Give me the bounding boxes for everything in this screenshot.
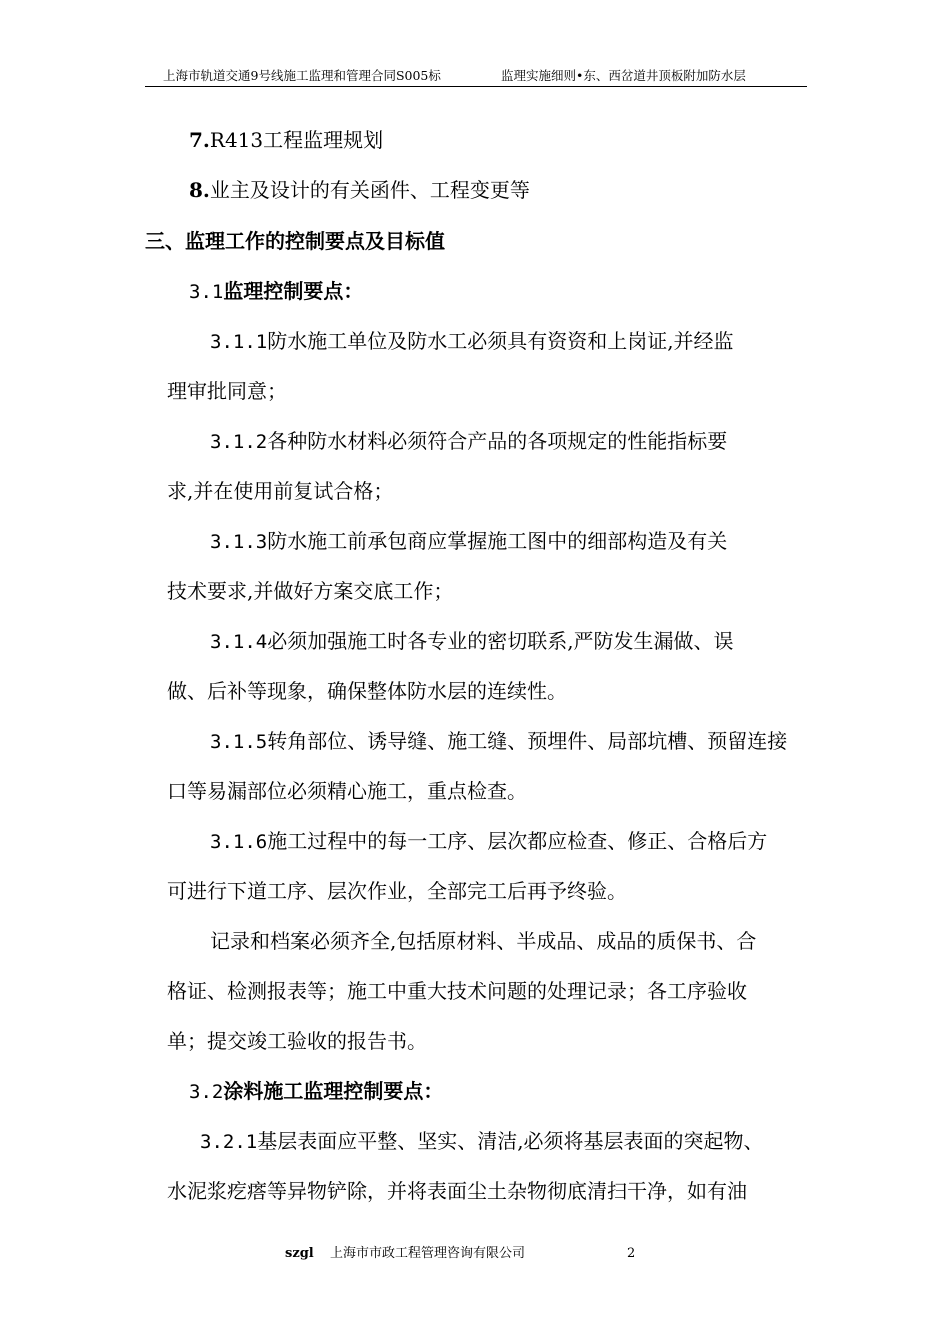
point-3-1-5-line1	[210, 728, 787, 755]
point-3-1-2-line1	[210, 428, 727, 455]
point-3-1-5-line2: 口等易漏部位必须精心施工，重点检查。	[167, 779, 527, 803]
subsection-heading-3-1	[189, 278, 363, 305]
subsection-number: 3.2	[189, 1081, 224, 1103]
point-3-1-3-line1	[210, 528, 727, 555]
point-number: 3.1.1	[210, 331, 268, 353]
subsection-number: 3.1	[189, 281, 224, 303]
subsection-title: 监理控制要点：	[223, 279, 364, 303]
header-left-text: 上海市轨道交通9号线施工监理和管理合同S005标	[163, 68, 441, 83]
point-text: 防水施工单位及防水工必须具有资资和上岗证,并经监	[267, 329, 734, 353]
list-item-text: R413工程监理规划	[209, 128, 384, 152]
footer-logo: szgl	[285, 1246, 314, 1261]
point-3-1-2-line2: 求,并在使用前复试合格；	[167, 479, 394, 503]
list-item-number: 7.	[189, 128, 210, 152]
point-3-1-6-line1	[210, 828, 767, 855]
point-text: 基层表面应平整、坚实、清洁,必须将基层表面的突起物、	[257, 1129, 764, 1153]
records-paragraph-line1: 记录和档案必须齐全,包括原材料、半成品、成品的质保书、合	[210, 929, 757, 953]
point-number: 3.1.4	[210, 631, 268, 653]
point-text: 必须加强施工时各专业的密切联系,严防发生漏做、误	[267, 629, 734, 653]
point-text: 各种防水材料必须符合产品的各项规定的性能指标要	[267, 429, 728, 453]
list-item-text: 业主及设计的有关函件、工程变更等	[209, 178, 530, 202]
records-paragraph-line2: 格证、检测报表等；施工中重大技术问题的处理记录；各工序验收	[167, 979, 747, 1003]
point-3-1-1-line2: 理审批同意；	[167, 379, 287, 403]
point-3-1-4-line2: 做、后补等现象，确保整体防水层的连续性。	[167, 679, 567, 703]
list-item-number: 8.	[189, 178, 210, 202]
point-3-1-6-line2: 可进行下道工序、层次作业，全部完工后再予终验。	[167, 879, 627, 903]
point-number: 3.1.2	[210, 431, 268, 453]
point-3-1-4-line1	[210, 628, 734, 655]
point-3-2-1-line1	[200, 1128, 764, 1155]
point-3-1-3-line2: 技术要求,并做好方案交底工作；	[167, 579, 454, 603]
point-number: 3.1.3	[210, 531, 268, 553]
point-text: 转角部位、诱导缝、施工缝、预埋件、局部坑槽、预留连接	[267, 729, 788, 753]
header-right-text: 监理实施细则•东、西岔道井顶板附加防水层	[501, 68, 746, 83]
point-number: 3.2.1	[200, 1131, 258, 1153]
point-number: 3.1.6	[210, 831, 268, 853]
point-number: 3.1.5	[210, 731, 268, 753]
subsection-title: 涂料施工监理控制要点：	[223, 1079, 444, 1103]
point-text: 施工过程中的每一工序、层次都应检查、修正、合格后方	[267, 829, 768, 853]
section-heading: 三、监理工作的控制要点及目标值	[145, 229, 445, 253]
page-header	[145, 64, 807, 87]
point-3-1-1-line1	[210, 328, 734, 355]
list-item-7	[189, 127, 383, 153]
list-item-8	[189, 177, 530, 203]
page-number: 2	[627, 1246, 636, 1261]
point-text: 防水施工前承包商应掌握施工图中的细部构造及有关	[267, 529, 728, 553]
point-3-2-1-line2: 水泥浆疙瘩等异物铲除，并将表面尘土杂物彻底清扫干净，如有油	[167, 1179, 747, 1203]
records-paragraph-line3: 单；提交竣工验收的报告书。	[167, 1029, 427, 1053]
subsection-heading-3-2	[189, 1078, 443, 1105]
footer-company: 上海市市政工程管理咨询有限公司	[330, 1246, 526, 1261]
